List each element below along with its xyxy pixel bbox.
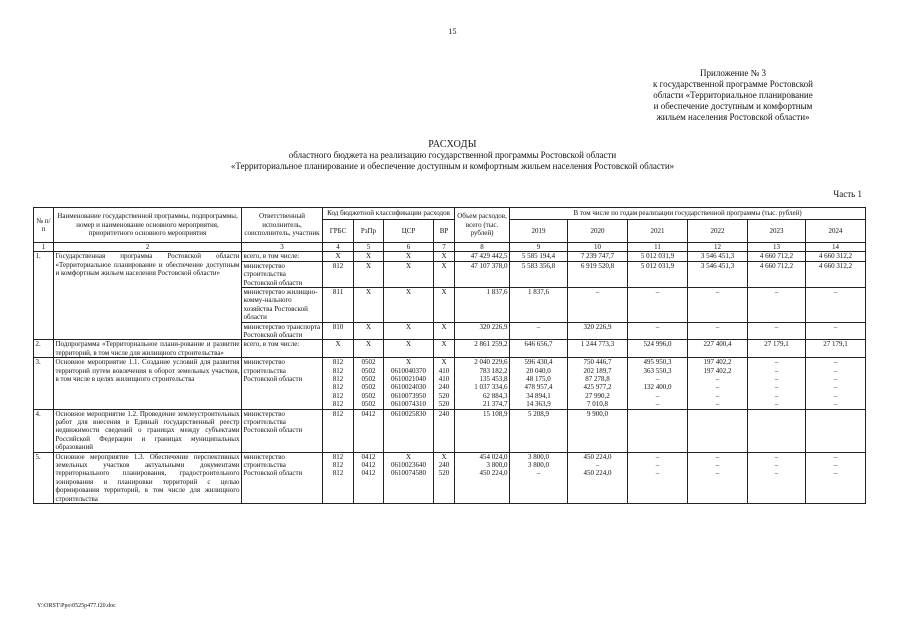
cell-year: – [748, 288, 806, 323]
cell-year: 197 402,2 [703, 358, 732, 367]
cell-year: 320 226,9 [568, 322, 628, 340]
cell-total: 450 224,0 [479, 469, 508, 478]
cell-rzpr: 0502 [361, 366, 376, 375]
header-year: 2021 [628, 220, 688, 243]
cell-grbs: 812 [332, 366, 344, 375]
cell-year [628, 409, 688, 452]
cell-vr: 520 [438, 391, 450, 400]
cell-vr: 240 [434, 409, 455, 452]
cell-year: 5 012 031,9 [628, 252, 688, 261]
cell-rzpr: 0502 [361, 400, 376, 409]
appendix-line: области «Территориальное планирование [653, 90, 813, 100]
cell-csr: Х [405, 452, 412, 461]
column-number-row [34, 243, 866, 252]
cell-year: 4 660 312,2 [806, 252, 866, 261]
cell-grbs: 812 [332, 391, 344, 400]
cell-year: 646 656,7 [510, 340, 568, 358]
cell-year: – [655, 400, 660, 409]
cell-vr: 410 [438, 366, 450, 375]
cell-vr: 240 [438, 383, 450, 392]
table-row [34, 340, 866, 358]
cell-year [688, 409, 748, 452]
cell-year: 450 224,0 [583, 469, 612, 478]
cell-rzpr: Х [354, 322, 384, 340]
column-number: 9 [510, 243, 568, 252]
cell-total: 1 037 334,6 [474, 383, 508, 392]
appendix-block [613, 68, 853, 123]
cell-year: 3 546 451,3 [688, 261, 748, 287]
cell-csr: 0610023640 [391, 461, 426, 470]
row-executor: министерство строительства Ростовской области [242, 409, 323, 452]
cell-vr: Х [441, 452, 447, 461]
cell-year: – [688, 322, 748, 340]
cell-csr: Х [384, 261, 434, 287]
cell-vr: Х [434, 261, 455, 287]
cell-year: – [806, 322, 866, 340]
cell-year: 524 996,0 [628, 340, 688, 358]
cell-year: 450 224,0 [583, 452, 612, 461]
header-year: 2024 [806, 220, 866, 243]
cell-year: 3 800,0 [528, 452, 550, 461]
cell-total: 62 884,3 [483, 391, 508, 400]
cell-year: 132 400,0 [643, 383, 672, 392]
cell-total: 47 107 378,0 [455, 261, 510, 287]
cell-vr: 410 [438, 375, 450, 384]
cell-vr: Х [441, 358, 447, 367]
cell-year: 4 660 712,2 [748, 252, 806, 261]
cell-rzpr: Х [354, 261, 384, 287]
header-year: 2020 [568, 220, 628, 243]
cell-grbs: 812 [332, 400, 344, 409]
cell-year: 48 175,0 [526, 375, 551, 384]
cell-csr: Х [405, 358, 412, 367]
row-name: Основное мероприятие 1.1. Создание условий для развития территорий путем вовлечения в оборот земельных участков, в том числе в целях жилищного строительства [54, 358, 242, 409]
cell-year: 6 919 520,8 [568, 261, 628, 287]
table-row [34, 252, 866, 261]
cell-year [806, 409, 866, 452]
header-csr: ЦСР [384, 220, 434, 243]
row-executor: всего, в том числе: [242, 252, 323, 261]
cell-rzpr: 0502 [361, 391, 376, 400]
cell-year: 4 660 312,2 [806, 261, 866, 287]
cell-year: 3 800,0 [528, 461, 550, 470]
cell-year: 495 950,3 [643, 358, 672, 367]
cell-year: – [715, 375, 720, 384]
row-name: Государственная программа Ростовской области «Территориальное планирование и обеспечение доступным и комфортным жильем населения Ростовской области» [54, 252, 242, 340]
cell-year: – [833, 461, 838, 470]
column-number: 11 [628, 243, 688, 252]
cell-year: – [715, 469, 720, 478]
cell-vr: Х [434, 322, 455, 340]
cell-year: – [774, 452, 779, 461]
expenses-table [33, 207, 866, 504]
cell-year: – [833, 366, 838, 375]
cell-year: – [833, 358, 838, 367]
document-subtitle: областного бюджета на реализацию государственной программы Ростовской области [288, 150, 617, 160]
cell-year: 7 010,8 [587, 400, 609, 409]
cell-total: 783 182,2 [479, 366, 508, 375]
cell-rzpr: Х [354, 252, 384, 261]
cell-year: 87 278,8 [585, 375, 610, 384]
cell-year: – [833, 383, 838, 392]
cell-year: 478 957,4 [524, 383, 553, 392]
cell-grbs: 812 [323, 261, 354, 287]
cell-year: – [806, 288, 866, 323]
cell-year: 363 550,3 [643, 366, 672, 375]
cell-year: – [774, 461, 779, 470]
cell-csr: 0610074310 [391, 400, 426, 409]
column-number: 4 [323, 243, 354, 252]
header-rzpr: РзПр [354, 220, 384, 243]
table-row [34, 452, 866, 503]
cell-grbs: 812 [323, 409, 354, 452]
column-number: 12 [688, 243, 748, 252]
cell-year: 197 402,2 [703, 366, 732, 375]
column-number: 10 [568, 243, 628, 252]
cell-year: 5 208,9 [510, 409, 568, 452]
appendix-line: Приложение № 3 [700, 68, 766, 78]
cell-vr: 240 [438, 461, 450, 470]
cell-year: – [774, 375, 779, 384]
footer-file-path: Y:\ORST\Ppo\0525p477.f20.doc [37, 603, 116, 609]
part-label: Часть 1 [833, 189, 862, 199]
cell-grbs: 812 [332, 375, 344, 384]
cell-year: 20 040,0 [526, 366, 551, 375]
cell-year: 27 179,1 [806, 340, 866, 358]
header-year: 2022 [688, 220, 748, 243]
cell-grbs: 812 [332, 461, 344, 470]
cell-csr: 0610040370 [391, 366, 426, 375]
cell-year: – [595, 461, 600, 470]
cell-year: – [655, 461, 660, 470]
cell-grbs: 810 [323, 322, 354, 340]
cell-year: 5 583 356,8 [510, 261, 568, 287]
appendix-line: к государственной программе Ростовской [653, 79, 813, 89]
row-name: Подпрограмма «Территориальное плани-рование и развитие территорий, в том числе для жилищного строительства» [55, 340, 240, 357]
cell-rzpr: 0502 [361, 358, 376, 367]
cell-csr: Х [384, 252, 434, 261]
page-number: 15 [448, 27, 457, 36]
cell-year: – [628, 322, 688, 340]
cell-vr: 520 [438, 469, 450, 478]
cell-year: – [774, 383, 779, 392]
cell-year: 27 179,1 [748, 340, 806, 358]
column-number: 1 [34, 243, 54, 252]
cell-total: 2 861 259,2 [455, 340, 510, 358]
cell-year: 202 189,7 [583, 366, 612, 375]
cell-vr: 520 [438, 400, 450, 409]
cell-year: 9 900,0 [568, 409, 628, 452]
cell-year: – [655, 469, 660, 478]
cell-grbs: 812 [332, 452, 344, 461]
column-number: 8 [455, 243, 510, 252]
appendix-line: и обеспечение доступным и комфортным [653, 101, 813, 111]
cell-year: – [774, 391, 779, 400]
cell-csr: 0610021040 [391, 375, 426, 384]
cell-csr: Х [384, 340, 434, 358]
cell-rzpr: 0412 [361, 469, 376, 478]
header-name: Наименование государственной программы, подпрограммы, номер и наименование основного мероприятия, приоритетного основного мероприятия [54, 208, 242, 243]
column-number: 5 [354, 243, 384, 252]
cell-grbs: Х [323, 340, 354, 358]
cell-csr: Х [384, 322, 434, 340]
cell-year: 425 977,2 [583, 383, 612, 392]
cell-year: – [715, 391, 720, 400]
cell-year: – [510, 322, 568, 340]
cell-year: – [568, 288, 628, 323]
document-subtitle: «Территориальное планирование и обеспечение доступным и комфортным жильем населения Ростовской области» [230, 161, 675, 171]
cell-year: 596 430,4 [524, 358, 553, 367]
cell-year: – [655, 452, 660, 461]
cell-year: – [715, 383, 720, 392]
cell-total: 3 800,0 [486, 461, 508, 470]
header-year: 2019 [510, 220, 568, 243]
cell-year: 27 990,2 [585, 391, 610, 400]
cell-vr: Х [434, 252, 455, 261]
cell-year: – [833, 452, 838, 461]
row-executor: министерство транспорта Ростовской области [242, 322, 323, 340]
cell-total: 320 226,9 [455, 322, 510, 340]
cell-total: 1 837,6 [455, 288, 510, 323]
cell-total: 15 108,9 [455, 409, 510, 452]
row-name: Основное мероприятие 1.3. Обеспечение перспективных земельных участков актуальными документами территориального планирования, градостроительного зонирования и планировки территорий с целью формирования территорий, в том числе для жилищного строительства [55, 452, 240, 503]
row-executor: всего, в том числе: [242, 340, 323, 358]
header-total: Объем расходов, всего (тыс. рублей) [455, 208, 510, 243]
cell-year: – [715, 461, 720, 470]
header-executor: Ответственный исполнитель, соисполнитель, участник [242, 208, 323, 243]
row-executor: министерство строительства Ростовской области [242, 261, 323, 287]
cell-rzpr: 0412 [361, 461, 376, 470]
row-executor: министерство строительства Ростовской области [242, 358, 323, 409]
header-code-group: Код бюджетной классификации расходов [323, 208, 455, 220]
cell-grbs: 811 [323, 288, 354, 323]
document-title: РАСХОДЫ [428, 139, 477, 150]
cell-year: 7 239 747,7 [568, 252, 628, 261]
row-number: 4. [34, 409, 54, 452]
cell-year: – [748, 322, 806, 340]
cell-grbs: 812 [332, 383, 344, 392]
cell-total: 21 374,7 [483, 400, 508, 409]
cell-year: – [655, 375, 660, 384]
column-number: 7 [434, 243, 455, 252]
cell-year: 750 446,7 [583, 358, 612, 367]
document-heading [0, 139, 905, 172]
cell-year: 1 244 773,3 [568, 340, 628, 358]
cell-rzpr: 0412 [361, 452, 376, 461]
column-number: 6 [384, 243, 434, 252]
row-number: 2. [34, 340, 54, 358]
cell-year: – [715, 400, 720, 409]
cell-rzpr: 0412 [354, 409, 384, 452]
cell-csr: Х [384, 288, 434, 323]
cell-total: 135 453,8 [479, 375, 508, 384]
cell-year: 5 585 194,4 [510, 252, 568, 261]
cell-csr: 0610024030 [391, 383, 426, 392]
header-num: № п/п [34, 208, 54, 243]
cell-year: – [833, 391, 838, 400]
column-number: 2 [54, 243, 242, 252]
cell-rzpr: Х [354, 340, 384, 358]
column-number: 13 [748, 243, 806, 252]
cell-rzpr: Х [354, 288, 384, 323]
cell-total: 2 040 229,6 [474, 358, 508, 367]
column-number: 3 [242, 243, 323, 252]
header-year: 2023 [748, 220, 806, 243]
cell-year: – [774, 366, 779, 375]
cell-year: – [628, 288, 688, 323]
cell-year: – [688, 288, 748, 323]
cell-year: – [774, 358, 779, 367]
cell-year: – [833, 469, 838, 478]
cell-grbs: Х [323, 252, 354, 261]
cell-year: 4 660 712,2 [748, 261, 806, 287]
cell-year: – [536, 469, 541, 478]
cell-year: – [833, 400, 838, 409]
column-number: 14 [806, 243, 866, 252]
row-name: Основное мероприятие 1.2. Проведение землеустроительных работ для внесения в Единый государственный реестр недвижимости сведений о границах между субъектами Российской Федерации и границах муниципальных образований [55, 409, 240, 452]
cell-csr: 0610074580 [391, 469, 426, 478]
cell-csr: 0610025830 [384, 409, 434, 452]
cell-year [748, 409, 806, 452]
header-years-group: В том числе по годам реализации государственной программы (тыс. рублей) [510, 208, 866, 220]
cell-grbs: 812 [332, 358, 344, 367]
row-executor: министерство жилищно-комму-нального хозяйства Ростовской области [242, 288, 323, 323]
cell-rzpr: 0502 [361, 383, 376, 392]
cell-total: 454 024,0 [479, 452, 508, 461]
cell-year: 227 400,4 [688, 340, 748, 358]
cell-year: – [715, 452, 720, 461]
cell-year: – [774, 400, 779, 409]
cell-grbs: 812 [332, 469, 344, 478]
cell-csr: 0610073950 [391, 391, 426, 400]
table-row [34, 409, 866, 452]
cell-year: – [774, 469, 779, 478]
appendix-line: жильем населения Ростовской области» [656, 112, 810, 122]
table-row [34, 358, 866, 409]
row-executor: министерство строительства Ростовской области [242, 452, 323, 503]
cell-rzpr: 0502 [361, 375, 376, 384]
cell-year: – [655, 391, 660, 400]
row-number: 3. [34, 358, 54, 409]
row-number: 5. [34, 452, 54, 503]
row-number: 1. [34, 252, 54, 340]
header-vr: ВР [434, 220, 455, 243]
cell-year: – [833, 375, 838, 384]
cell-year: 3 546 451,3 [688, 252, 748, 261]
cell-vr: Х [434, 288, 455, 323]
cell-year: 1 837,6 [510, 288, 568, 323]
header-grbs: ГРБС [323, 220, 354, 243]
cell-year: 14 363,9 [526, 400, 551, 409]
cell-year: 5 012 031,9 [628, 261, 688, 287]
cell-vr: Х [434, 340, 455, 358]
cell-year: 34 894,1 [526, 391, 551, 400]
cell-total: 47 429 442,5 [455, 252, 510, 261]
